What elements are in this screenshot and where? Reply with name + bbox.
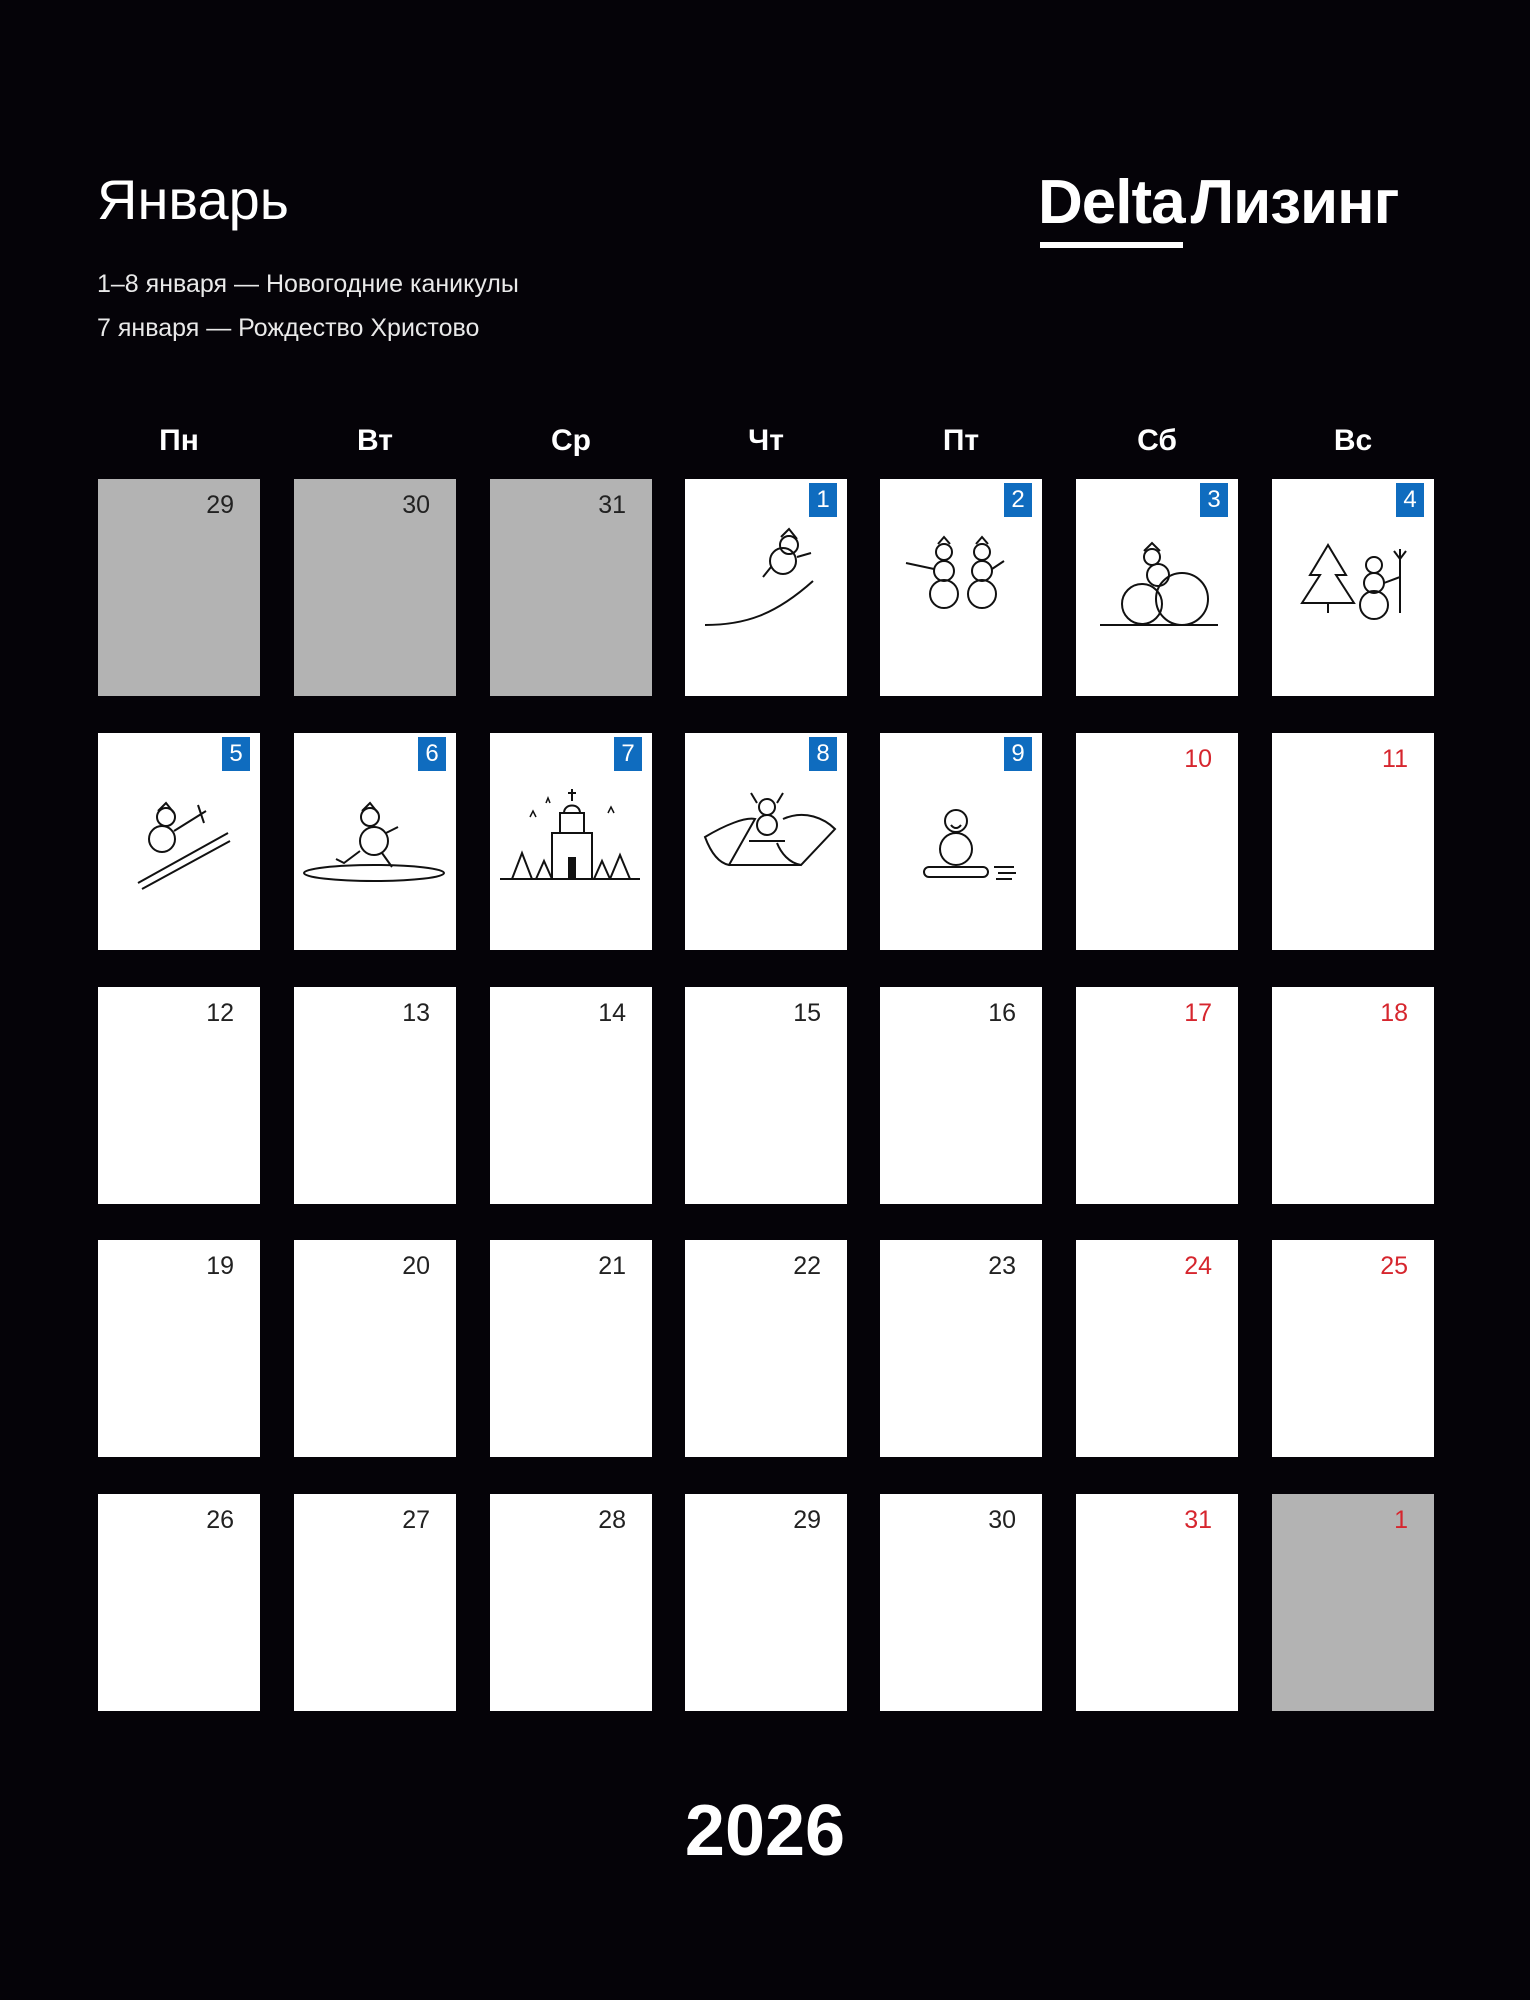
day-number: 17 — [1184, 999, 1212, 1027]
day-number: 5 — [222, 737, 250, 771]
day-cell — [880, 1240, 1042, 1457]
day-number: 30 — [988, 1506, 1016, 1534]
day-cell — [685, 987, 847, 1204]
day-number: 31 — [1184, 1506, 1212, 1534]
day-number: 22 — [793, 1252, 821, 1280]
day-number: 18 — [1380, 999, 1408, 1027]
day-cell — [490, 733, 652, 950]
day-cell-other-month — [98, 479, 260, 696]
day-cell — [1272, 733, 1434, 950]
day-number: 25 — [1380, 1252, 1408, 1280]
snowman-sledding-icon — [685, 479, 847, 696]
snowman-skating-icon — [294, 733, 456, 950]
snowman-ice-slide-icon — [685, 733, 847, 950]
day-number: 28 — [598, 1506, 626, 1534]
day-number: 20 — [402, 1252, 430, 1280]
day-cell — [1076, 987, 1238, 1204]
day-cell — [294, 733, 456, 950]
day-cell — [98, 733, 260, 950]
day-cell — [98, 1240, 260, 1457]
two-snowmen-icon — [880, 479, 1042, 696]
day-cell-other-month — [294, 479, 456, 696]
day-cell — [490, 1494, 652, 1711]
weekday-label: Пн — [159, 424, 199, 457]
snowman-snowboard-icon — [880, 733, 1042, 950]
day-cell — [685, 1494, 847, 1711]
logo-delta-text: Delta — [1038, 172, 1185, 242]
day-number: 1 — [809, 483, 837, 517]
day-cell — [1076, 1494, 1238, 1711]
day-number: 30 — [402, 491, 430, 519]
day-cell — [880, 733, 1042, 950]
day-cell — [1272, 1240, 1434, 1457]
day-number: 1 — [1394, 1506, 1408, 1534]
day-cell — [685, 733, 847, 950]
day-number: 13 — [402, 999, 430, 1027]
day-number: 31 — [598, 491, 626, 519]
day-number: 29 — [793, 1506, 821, 1534]
day-cell — [490, 987, 652, 1204]
day-cell — [880, 1494, 1042, 1711]
snowman-skiing-icon — [98, 733, 260, 950]
day-cell — [880, 479, 1042, 696]
day-cell — [1272, 987, 1434, 1204]
day-cell — [294, 1494, 456, 1711]
weekday-label: Сб — [1137, 424, 1177, 457]
holiday-item: 7 января — Рождество Христово — [97, 314, 480, 342]
day-cell — [685, 479, 847, 696]
day-number: 11 — [1382, 745, 1408, 773]
day-cell — [490, 1240, 652, 1457]
day-cell — [98, 1494, 260, 1711]
month-title: Январь — [97, 168, 289, 231]
day-cell — [98, 987, 260, 1204]
day-cell-other-month — [1272, 1494, 1434, 1711]
weekday-label: Вт — [357, 424, 393, 457]
day-number: 9 — [1004, 737, 1032, 771]
weekday-label: Пт — [942, 424, 980, 457]
church-icon — [490, 733, 652, 950]
day-number: 19 — [206, 1252, 234, 1280]
day-number: 7 — [614, 737, 642, 771]
day-cell — [294, 987, 456, 1204]
weekday-label: Чт — [748, 424, 784, 457]
day-cell — [1272, 479, 1434, 696]
delta-leasing-logo — [1038, 168, 1399, 242]
holiday-list — [97, 262, 519, 350]
day-number: 23 — [988, 1252, 1016, 1280]
snowman-christmas-tree-icon — [1272, 479, 1434, 696]
day-number: 6 — [418, 737, 446, 771]
weekday-label: Ср — [551, 424, 591, 457]
day-number: 8 — [809, 737, 837, 771]
day-number: 27 — [402, 1506, 430, 1534]
day-cell — [1076, 1240, 1238, 1457]
day-number: 24 — [1184, 1252, 1212, 1280]
day-cell — [685, 1240, 847, 1457]
day-cell — [1076, 479, 1238, 696]
day-number: 21 — [598, 1252, 626, 1280]
logo-leasing-text: Лизинг — [1190, 168, 1399, 237]
day-cell — [1076, 733, 1238, 950]
day-number: 12 — [206, 999, 234, 1027]
weekday-label: Вс — [1333, 424, 1373, 457]
day-number: 26 — [206, 1506, 234, 1534]
day-number: 14 — [598, 999, 626, 1027]
day-cell — [880, 987, 1042, 1204]
day-number: 29 — [206, 491, 234, 519]
day-number: 2 — [1004, 483, 1032, 517]
day-number: 10 — [1184, 745, 1212, 773]
year-label: 2026 — [684, 1791, 846, 1871]
day-number: 16 — [988, 999, 1016, 1027]
holiday-item: 1–8 января — Новогодние каникулы — [97, 270, 519, 298]
day-cell-other-month — [490, 479, 652, 696]
day-number: 3 — [1200, 483, 1228, 517]
day-cell — [294, 1240, 456, 1457]
day-number: 4 — [1396, 483, 1424, 517]
day-number: 15 — [793, 999, 821, 1027]
snowman-rolling-snowball-icon — [1076, 479, 1238, 696]
